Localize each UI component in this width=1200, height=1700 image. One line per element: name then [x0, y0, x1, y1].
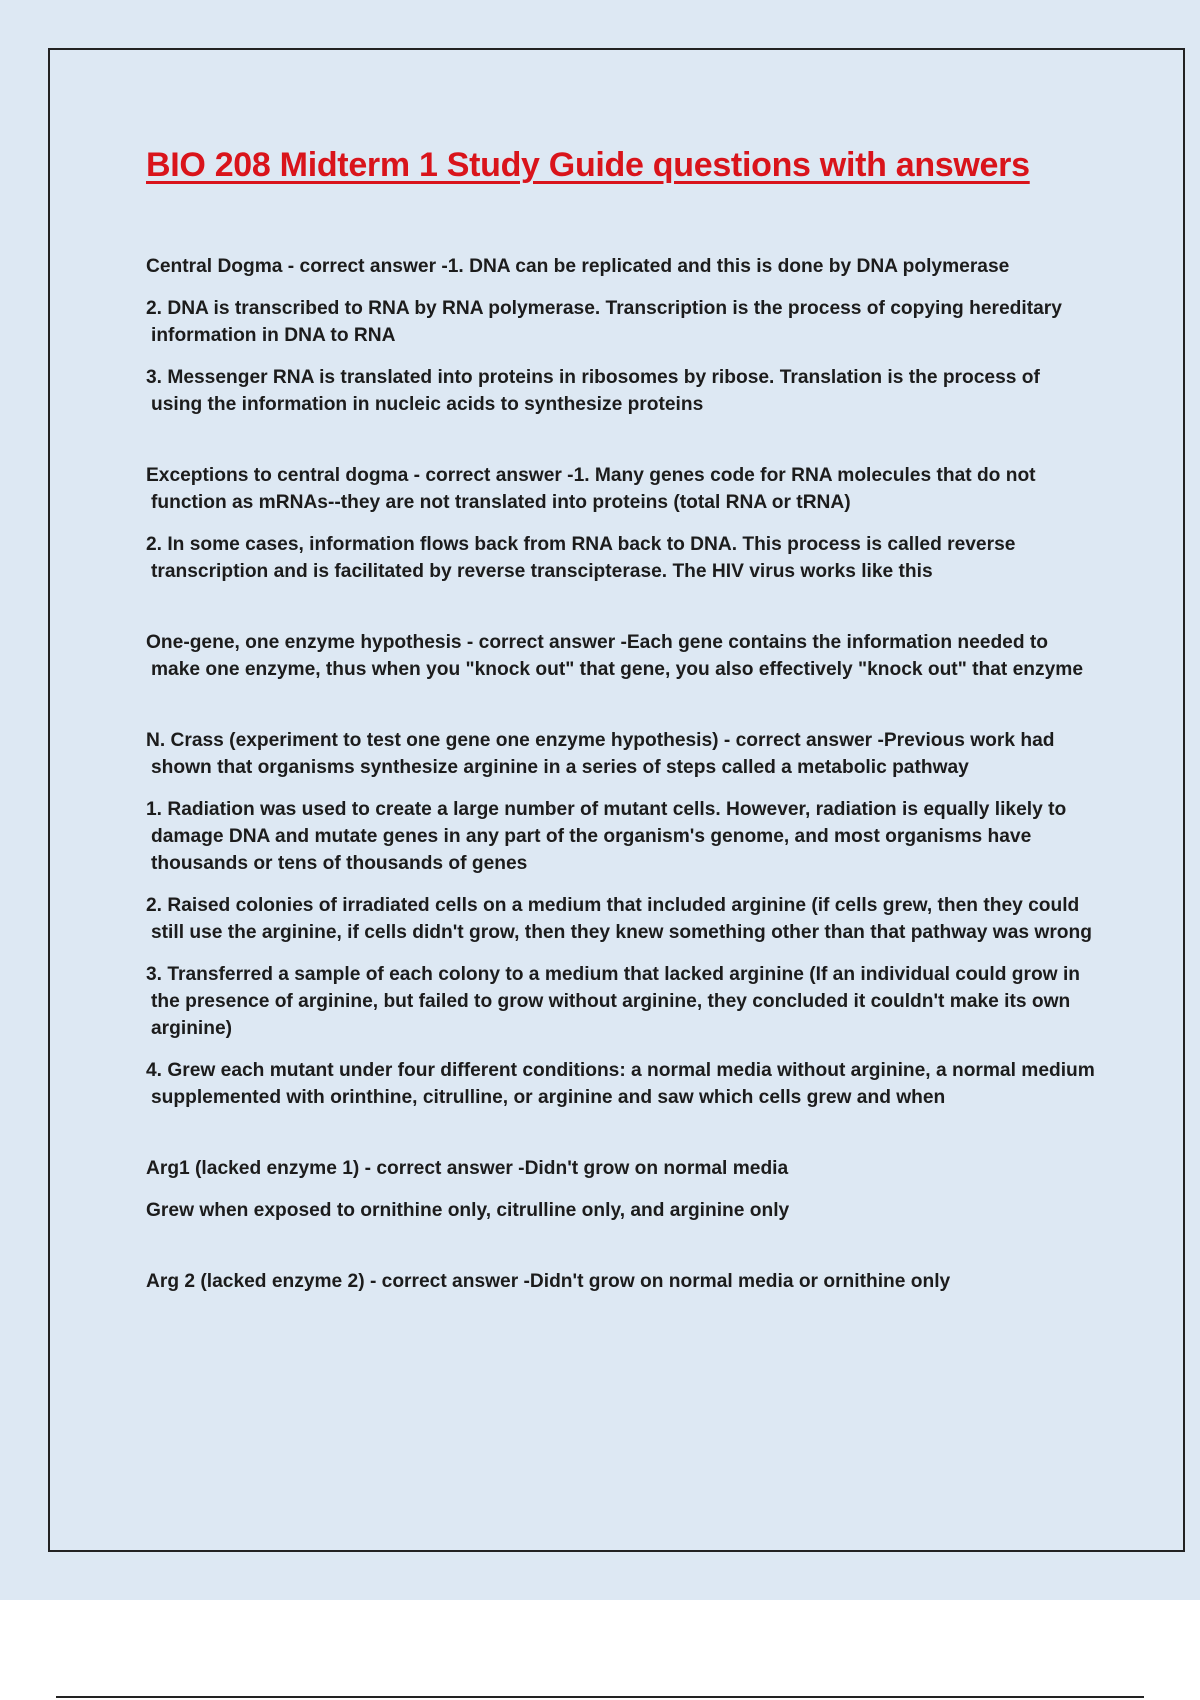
paragraph-central-dogma: Central Dogma - correct answer -1. DNA can be replicated and this is done by DNA polymerase — [146, 256, 1010, 277]
paragraph: 3. Transferred a sample of each colony to a medium that lacked arginine (If an individual could grow in the presence of arginine, but failed to grow without arginine, they concluded it couldn't make its own arginine) — [146, 964, 1080, 1039]
paragraph: 2. DNA is transcribed to RNA by RNA polymerase. Transcription is the process of copying hereditary information in DNA to RNA — [146, 298, 1062, 346]
paragraph: 1. Radiation was used to create a large number of mutant cells. However, radiation is equally likely to damage DNA and mutate genes in any part of the organism's genome, and most organisms have thousands or tens of thousands of genes — [146, 799, 1067, 874]
paragraph-arg2: Arg 2 (lacked enzyme 2) - correct answer -Didn't grow on normal media or ornithine only — [146, 1271, 951, 1292]
footer-divider — [56, 1696, 1144, 1698]
paragraph-one-gene-one-enzyme: One-gene, one enzyme hypothesis - correct answer -Each gene contains the information needed to make one enzyme, thus when you "knock out" that gene, you also effectively "knock out" that enzyme — [146, 632, 1084, 680]
paragraph-exceptions-central-dogma: Exceptions to central dogma - correct answer -1. Many genes code for RNA molecules that do not function as mRNAs--they are not translated into proteins (total RNA or tRNA) — [146, 465, 1036, 513]
paragraph: 3. Messenger RNA is translated into proteins in ribosomes by ribose. Translation is the process of using the information in nucleic acids to synthesize proteins — [146, 367, 1040, 415]
paragraph: 2. In some cases, information flows back from RNA back to DNA. This process is called reverse transcription and is facilitated by reverse transcipterase. The HIV virus works like this — [146, 534, 1016, 582]
paragraph: 4. Grew each mutant under four different conditions: a normal media without arginine, a normal medium supplemented with orinthine, citrulline, or arginine and saw which cells grew and when — [146, 1060, 1095, 1108]
document-title: BIO 208 Midterm 1 Study Guide questions with answers — [146, 146, 1030, 184]
paragraph-n-crass-experiment: N. Crass (experiment to test one gene one enzyme hypothesis) - correct answer -Previous work had shown that organisms synthesize arginine in a series of steps called a metabolic pathway — [146, 730, 1055, 778]
document-body — [146, 253, 1096, 1310]
paragraph-arg1: Arg1 (lacked enzyme 1) - correct answer -Didn't grow on normal media — [146, 1158, 789, 1179]
paragraph: 2. Raised colonies of irradiated cells on a medium that included arginine (if cells grew, then they could still use the arginine, if cells didn't grow, then they knew something other than that pathway was wrong — [146, 895, 1092, 943]
paragraph: Grew when exposed to ornithine only, citrulline only, and arginine only — [146, 1200, 790, 1221]
